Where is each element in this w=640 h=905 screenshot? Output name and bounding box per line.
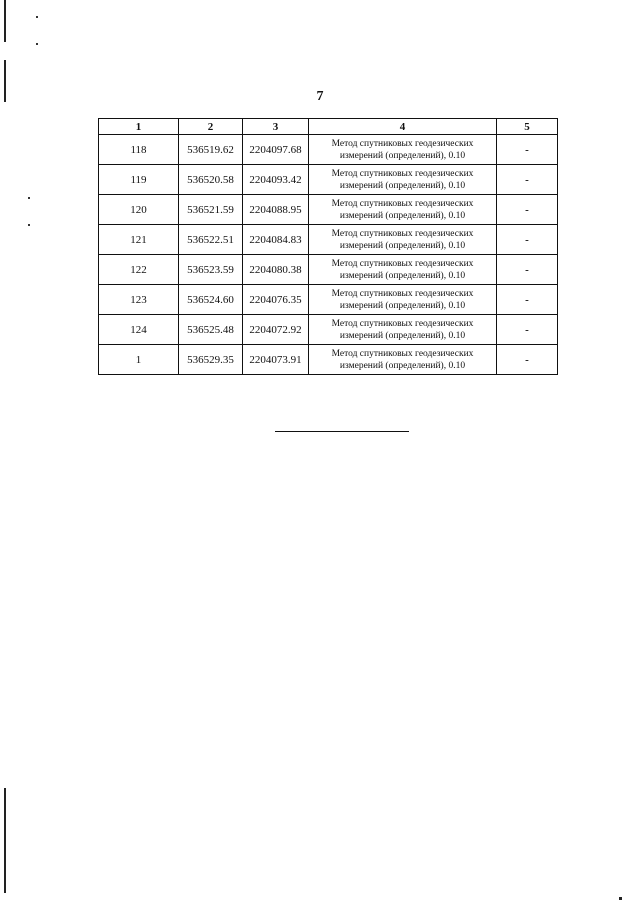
table-header-row xyxy=(99,119,558,135)
table-row xyxy=(99,195,558,225)
table-row xyxy=(99,315,558,345)
method-line-1: Метод спутниковых геодезических xyxy=(331,348,474,359)
scan-corner-mark xyxy=(619,897,622,900)
point-number: 118 xyxy=(99,135,179,165)
note-cell: - xyxy=(497,345,558,375)
coordinate-y: 2204073.91 xyxy=(243,345,309,375)
table-row xyxy=(99,135,558,165)
method-cell xyxy=(309,165,497,195)
table-row xyxy=(99,225,558,255)
method-cell xyxy=(309,315,497,345)
method-line-1: Метод спутниковых геодезических xyxy=(331,138,474,149)
scan-dot xyxy=(36,16,38,18)
note-cell: - xyxy=(497,315,558,345)
scan-dot xyxy=(28,224,30,226)
end-of-document-rule xyxy=(275,431,409,432)
method-line-1: Метод спутниковых геодезических xyxy=(331,168,474,179)
column-header-2: 2 xyxy=(179,119,243,135)
method-cell xyxy=(309,285,497,315)
note-cell: - xyxy=(497,225,558,255)
note-cell: - xyxy=(497,165,558,195)
table-row xyxy=(99,255,558,285)
method-line-1: Метод спутниковых геодезических xyxy=(331,288,474,299)
point-number: 121 xyxy=(99,225,179,255)
point-number: 122 xyxy=(99,255,179,285)
table-row xyxy=(99,285,558,315)
scan-dot xyxy=(28,197,30,199)
method-line-1: Метод спутниковых геодезических xyxy=(331,198,474,209)
coordinate-x: 536523.59 xyxy=(179,255,243,285)
note-cell: - xyxy=(497,135,558,165)
point-number: 123 xyxy=(99,285,179,315)
coordinate-y: 2204072.92 xyxy=(243,315,309,345)
table-row xyxy=(99,345,558,375)
column-header-1: 1 xyxy=(99,119,179,135)
scan-margin-line-lower xyxy=(4,788,6,893)
method-cell xyxy=(309,345,497,375)
column-header-4: 4 xyxy=(309,119,497,135)
method-line-2: измерений (определений), 0.10 xyxy=(339,330,466,341)
point-number: 120 xyxy=(99,195,179,225)
method-line-1: Метод спутниковых геодезических xyxy=(331,258,474,269)
coordinate-x: 536522.51 xyxy=(179,225,243,255)
method-line-2: измерений (определений), 0.10 xyxy=(339,360,466,371)
method-line-2: измерений (определений), 0.10 xyxy=(339,270,466,281)
method-line-1: Метод спутниковых геодезических xyxy=(331,228,474,239)
page-number: 7 xyxy=(316,89,324,104)
coordinate-y: 2204080.38 xyxy=(243,255,309,285)
method-line-2: измерений (определений), 0.10 xyxy=(339,150,466,161)
method-line-2: измерений (определений), 0.10 xyxy=(339,210,466,221)
method-cell xyxy=(309,195,497,225)
point-number: 1 xyxy=(99,345,179,375)
coordinate-y: 2204097.68 xyxy=(243,135,309,165)
column-header-5: 5 xyxy=(497,119,558,135)
method-cell xyxy=(309,255,497,285)
coordinate-y: 2204088.95 xyxy=(243,195,309,225)
method-cell xyxy=(309,225,497,255)
method-line-1: Метод спутниковых геодезических xyxy=(331,318,474,329)
coordinate-x: 536519.62 xyxy=(179,135,243,165)
coordinate-y: 2204076.35 xyxy=(243,285,309,315)
coordinate-y: 2204084.83 xyxy=(243,225,309,255)
coordinates-table xyxy=(98,118,558,375)
coordinate-y: 2204093.42 xyxy=(243,165,309,195)
column-header-3: 3 xyxy=(243,119,309,135)
coordinate-x: 536524.60 xyxy=(179,285,243,315)
method-line-2: измерений (определений), 0.10 xyxy=(339,180,466,191)
point-number: 119 xyxy=(99,165,179,195)
scan-dot xyxy=(36,43,38,45)
table-row xyxy=(99,165,558,195)
method-cell xyxy=(309,135,497,165)
note-cell: - xyxy=(497,255,558,285)
note-cell: - xyxy=(497,195,558,225)
note-cell: - xyxy=(497,285,558,315)
point-number: 124 xyxy=(99,315,179,345)
coordinate-x: 536525.48 xyxy=(179,315,243,345)
coordinate-x: 536521.59 xyxy=(179,195,243,225)
method-line-2: измерений (определений), 0.10 xyxy=(339,240,466,251)
method-line-2: измерений (определений), 0.10 xyxy=(339,300,466,311)
scan-margin-line-top xyxy=(4,0,6,42)
coordinate-x: 536529.35 xyxy=(179,345,243,375)
coordinate-x: 536520.58 xyxy=(179,165,243,195)
